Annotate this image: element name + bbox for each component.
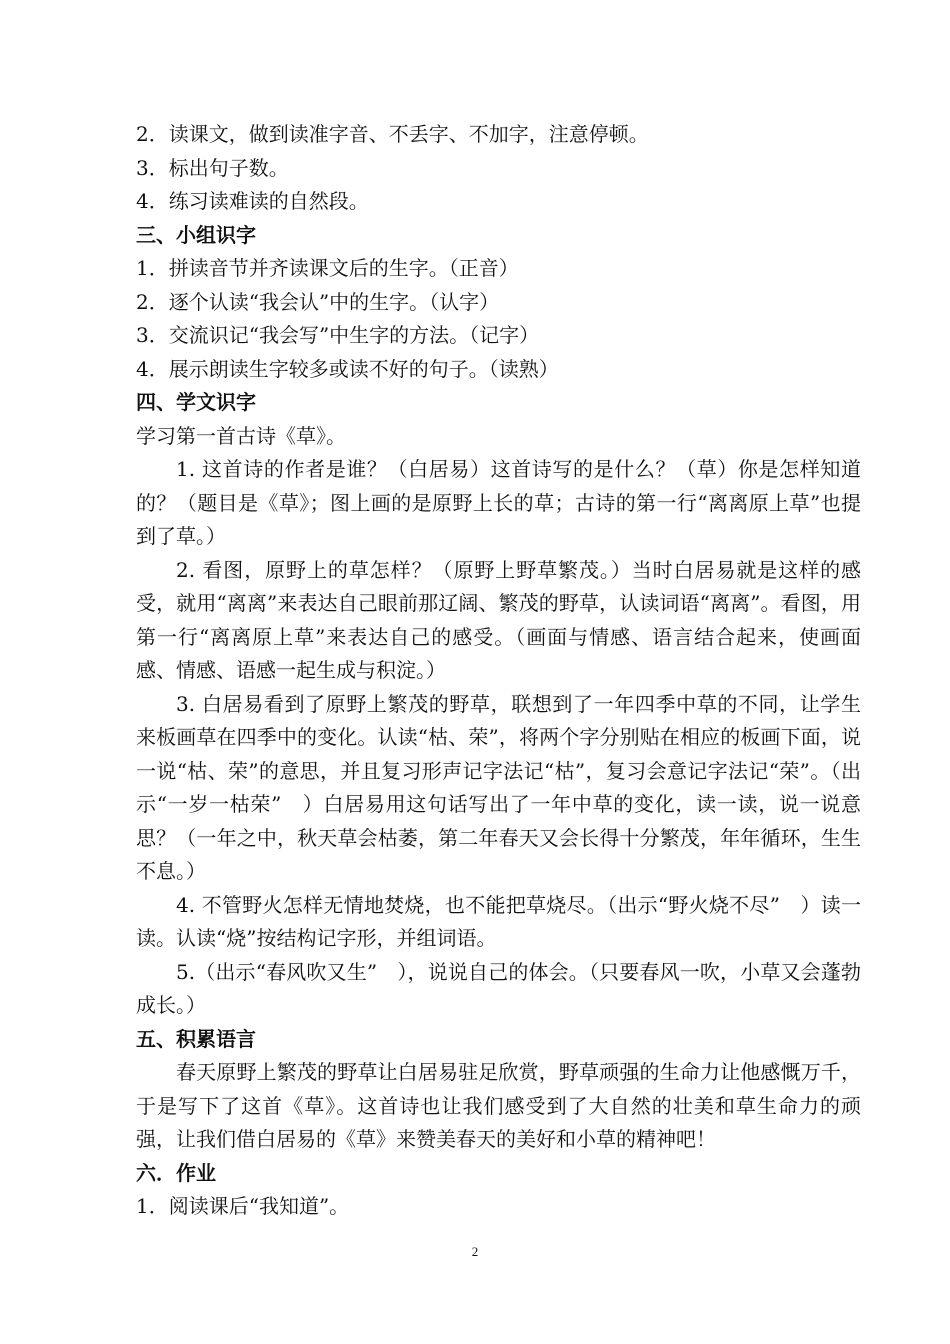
list-item: 3．标出句子数。 xyxy=(136,155,289,180)
list-item: 3．交流识记“我会写”中生字的方法。（记字） xyxy=(136,323,540,347)
paragraph: 5.（出示“春风吹又生” ），说说自己的体会。（只要春风一吹，小草又会蓬勃成长。） xyxy=(136,959,861,1017)
list-item: 1．阅读课后“我知道”。 xyxy=(136,1194,350,1218)
paragraph: 1. 这首诗的作者是谁？（白居易）这首诗写的是什么？（草）你是怎样知道的？（题目是《草》；图上画的是原野上长的草；古诗的第一行“离离原上草”也提到了草。） xyxy=(136,457,861,548)
list-item: 1．拼读音节并齐读课文后的生字。（正音） xyxy=(136,256,519,280)
list-item: 2．读课文，做到读准字音、不丢字、不加字，注意停顿。 xyxy=(136,122,649,146)
paragraph: 2. 看图，原野上的草怎样？（原野上野草繁茂。）当时白居易就是这样的感受，就用“离离”来表达自己眼前那辽阔、繁茂的野草，认读词语“离离”。看图，用第一行“离离原上草”来表达自己的感受。（画面与情感、语言结合起来，使画面感、情感、语感一起生成与积淀。） xyxy=(136,557,861,682)
section-heading: 五、积累语言 xyxy=(136,1026,256,1051)
paragraph: 春天原野上繁茂的野草让白居易驻足欣赏，野草顽强的生命力让他感慨万千，于是写下了这首《草》。这首诗也让我们感受到了大自然的壮美和草生命力的顽强，让我们借白居易的《草》来赞美春天的美好和小草的精神吧！ xyxy=(136,1060,861,1151)
list-item: 4．练习读难读的自然段。 xyxy=(136,189,369,213)
paragraph: 4. 不管野火怎样无情地焚烧，也不能把草烧尽。（出示“野火烧不尽” ）读一读。认读“烧”按结构记字形，并组词语。 xyxy=(136,892,861,950)
list-item: 2．逐个认读“我会认”中的生字。（认字） xyxy=(136,289,500,314)
paragraph: 3. 白居易看到了原野上繁茂的野草，联想到了一年四季中草的不同，让学生来板画草在四季中的变化。认读“枯、荣”，将两个字分别贴在相应的板画下面，说一说“枯、荣”的意思，并且复习形声记字法记“枯”，复习会意记字法记“荣”。（出示“一岁一枯荣” ）白居易用这句话写出了一年中草的变化，读一读，说一说意思？（一年之中，秋天草会枯萎，第二年春天又会长得十分繁茂，年年循环，生生不息。） xyxy=(136,691,861,883)
list-item: 4．展示朗读生字较多或读不好的句子。（读熟） xyxy=(136,356,559,381)
page-number: 2 xyxy=(471,1244,479,1259)
section-heading: 四、学文识字 xyxy=(136,390,256,414)
document-body xyxy=(136,118,861,1224)
section-heading: 六．作业 xyxy=(136,1160,216,1185)
section-intro: 学习第一首古诗《草》。 xyxy=(136,423,346,448)
section-heading: 三、小组识字 xyxy=(136,222,256,247)
